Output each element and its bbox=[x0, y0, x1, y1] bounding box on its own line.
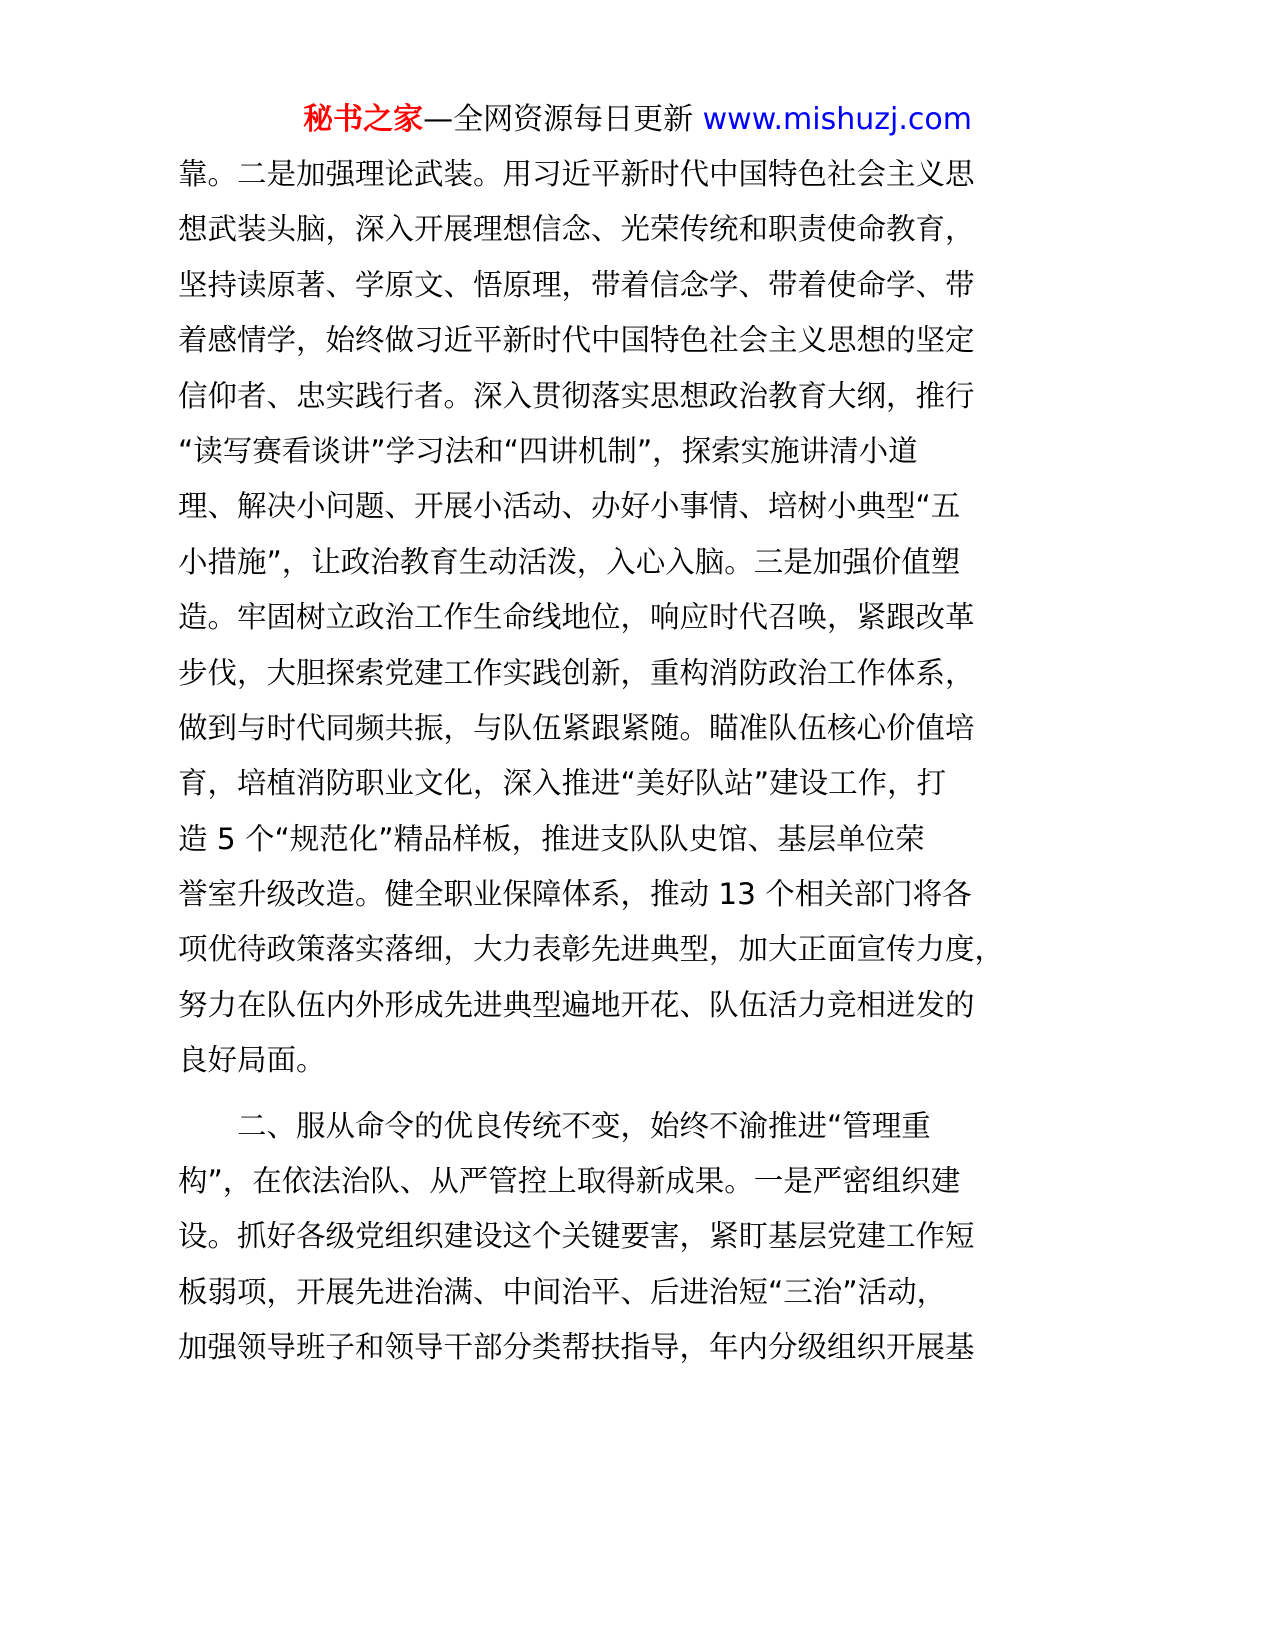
text-line: 良好局面。 bbox=[178, 1043, 326, 1078]
text-line: 坚持读原著、学原文、悟原理，带着信念学、带着使命学、带 bbox=[178, 267, 975, 302]
text-line: 步伐，大胆探索党建工作实践创新，重构消防政治工作体系， bbox=[178, 655, 975, 690]
header-slogan: —全网资源每日更新 bbox=[423, 102, 703, 137]
text-line: 二、服从命令的优良传统不变，始终不渝推进“管理重 bbox=[178, 1108, 931, 1143]
document-body bbox=[178, 147, 1078, 1376]
text-line: 加强领导班子和领导干部分类帮扶指导，年内分级组织开展基 bbox=[178, 1330, 975, 1365]
text-line: “读写赛看谈讲”学习法和“四讲机制”，探索实施讲清小道 bbox=[178, 433, 918, 468]
text-line: 努力在队伍内外形成先进典型遍地开花、队伍活力竞相迸发的 bbox=[178, 987, 975, 1022]
text-line: 理、解决小问题、开展小活动、办好小事情、培树小典型“五 bbox=[178, 489, 961, 524]
text-line: 靠。二是加强理论武装。用习近平新时代中国特色社会主义思 bbox=[178, 157, 975, 191]
paragraph-gap bbox=[178, 1089, 1078, 1099]
header-url-link[interactable]: www.mishuzj.com bbox=[702, 102, 972, 137]
text-line: 想武装头脑，深入开展理想信念、光荣传统和职责使命教育， bbox=[178, 212, 975, 247]
page-header bbox=[0, 98, 1275, 142]
text-line: 育，培植消防职业文化，深入推进“美好队站”建设工作，打 bbox=[178, 766, 947, 801]
text-line: 板弱项，开展先进治满、中间治平、后进治短“三治”活动， bbox=[178, 1274, 947, 1309]
text-line: 构”，在依法治队、从严管控上取得新成果。一是严密组织建 bbox=[178, 1164, 961, 1199]
text-line: 造。牢固树立政治工作生命线地位，响应时代召唤，紧跟改革 bbox=[178, 600, 975, 635]
paragraph-2 bbox=[178, 1099, 1078, 1376]
text-line: 项优待政策落实落细，大力表彰先进典型，加大正面宣传力度， bbox=[178, 932, 1005, 967]
text-line: 誉室升级改造。健全职业保障体系，推动 13 个相关部门将各 bbox=[178, 877, 972, 912]
text-line: 造 5 个“规范化”精品样板，推进支队队史馆、基层单位荣 bbox=[178, 821, 925, 856]
text-line: 做到与时代同频共振，与队伍紧跟紧随。瞄准队伍核心价值培 bbox=[178, 710, 975, 745]
header-brand: 秘书之家 bbox=[303, 102, 424, 137]
text-line: 设。抓好各级党组织建设这个关键要害，紧盯基层党建工作短 bbox=[178, 1219, 975, 1254]
text-line: 信仰者、忠实践行者。深入贯彻落实思想政治教育大纲，推行 bbox=[178, 378, 975, 413]
text-line: 着感情学，始终做习近平新时代中国特色社会主义思想的坚定 bbox=[178, 323, 975, 358]
paragraph-1 bbox=[178, 147, 1078, 1089]
text-line: 小措施”，让政治教育生动活泼，入心入脑。三是加强价值塑 bbox=[178, 544, 961, 579]
